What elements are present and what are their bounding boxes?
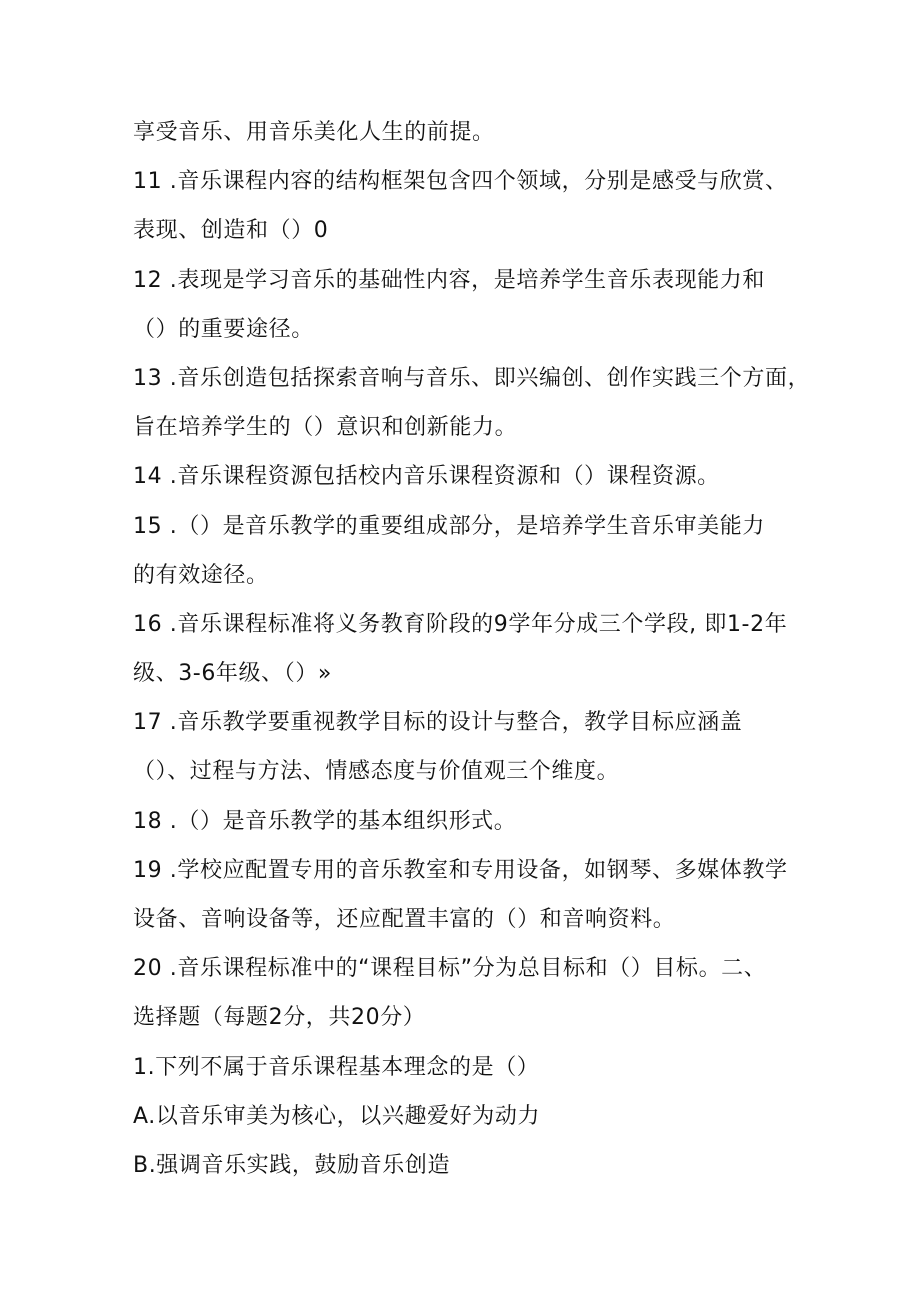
question-15: 15 .（）是音乐教学的重要组成部分，是培养学生音乐审美能力 (133, 513, 765, 539)
question-16: 16 .音乐课程标准将义务教育阶段的9学年分成三个学段, 即1-2年 (133, 611, 788, 637)
question-17: 17 .音乐教学要重视教学目标的设计与整合，教学目标应涵盖 (133, 710, 743, 736)
document-body (133, 108, 813, 1190)
question-13: 13 .音乐创造包括探索音响与音乐、即兴编创、创作实践三个方面， (133, 365, 811, 391)
question-19: 19 .学校应配置专用的音乐教室和专用设备，如钢琴、多媒体教学 (133, 857, 788, 883)
question-14: 14 .音乐课程资源包括校内音乐课程资源和（）课程资源。 (133, 464, 720, 490)
question-20: 20 .音乐课程标准中的“课程目标”分为总目标和（）目标。二、 (133, 956, 767, 982)
text-line: 表现、创造和（）0 (133, 218, 329, 244)
section-heading: 选择题（每题2分，共20分） (133, 1005, 426, 1031)
choice-option-b: B.强调音乐实践，鼓励音乐创造 (133, 1152, 451, 1178)
text-line: （）的重要途径。 (133, 316, 314, 342)
choice-question-1: 1.下列不属于音乐课程基本理念的是（） (133, 1054, 540, 1080)
text-line: 设备、音响设备等，还应配置丰富的（）和音响资料。 (133, 907, 676, 932)
question-12: 12 .表现是学习音乐的基础性内容，是培养学生音乐表现能力和 (133, 267, 765, 293)
text-line: 级、3-6年级、（）» (133, 661, 332, 687)
text-line: （）、过程与方法、情感态度与价值观三个维度。 (133, 759, 620, 785)
choice-option-a: A.以音乐审美为核心，以兴趣爱好为动力 (133, 1103, 541, 1129)
question-18: 18 .（）是音乐教学的基本组织形式。 (133, 808, 517, 834)
text-line: 享受音乐、用音乐美化人生的前提。 (133, 120, 495, 145)
text-line: 的有效途径。 (133, 562, 269, 588)
question-11: 11 .音乐课程内容的结构框架包含四个领域，分别是感受与欣赏、 (133, 169, 788, 195)
text-line: 旨在培养学生的（）意识和创新能力。 (133, 415, 518, 441)
